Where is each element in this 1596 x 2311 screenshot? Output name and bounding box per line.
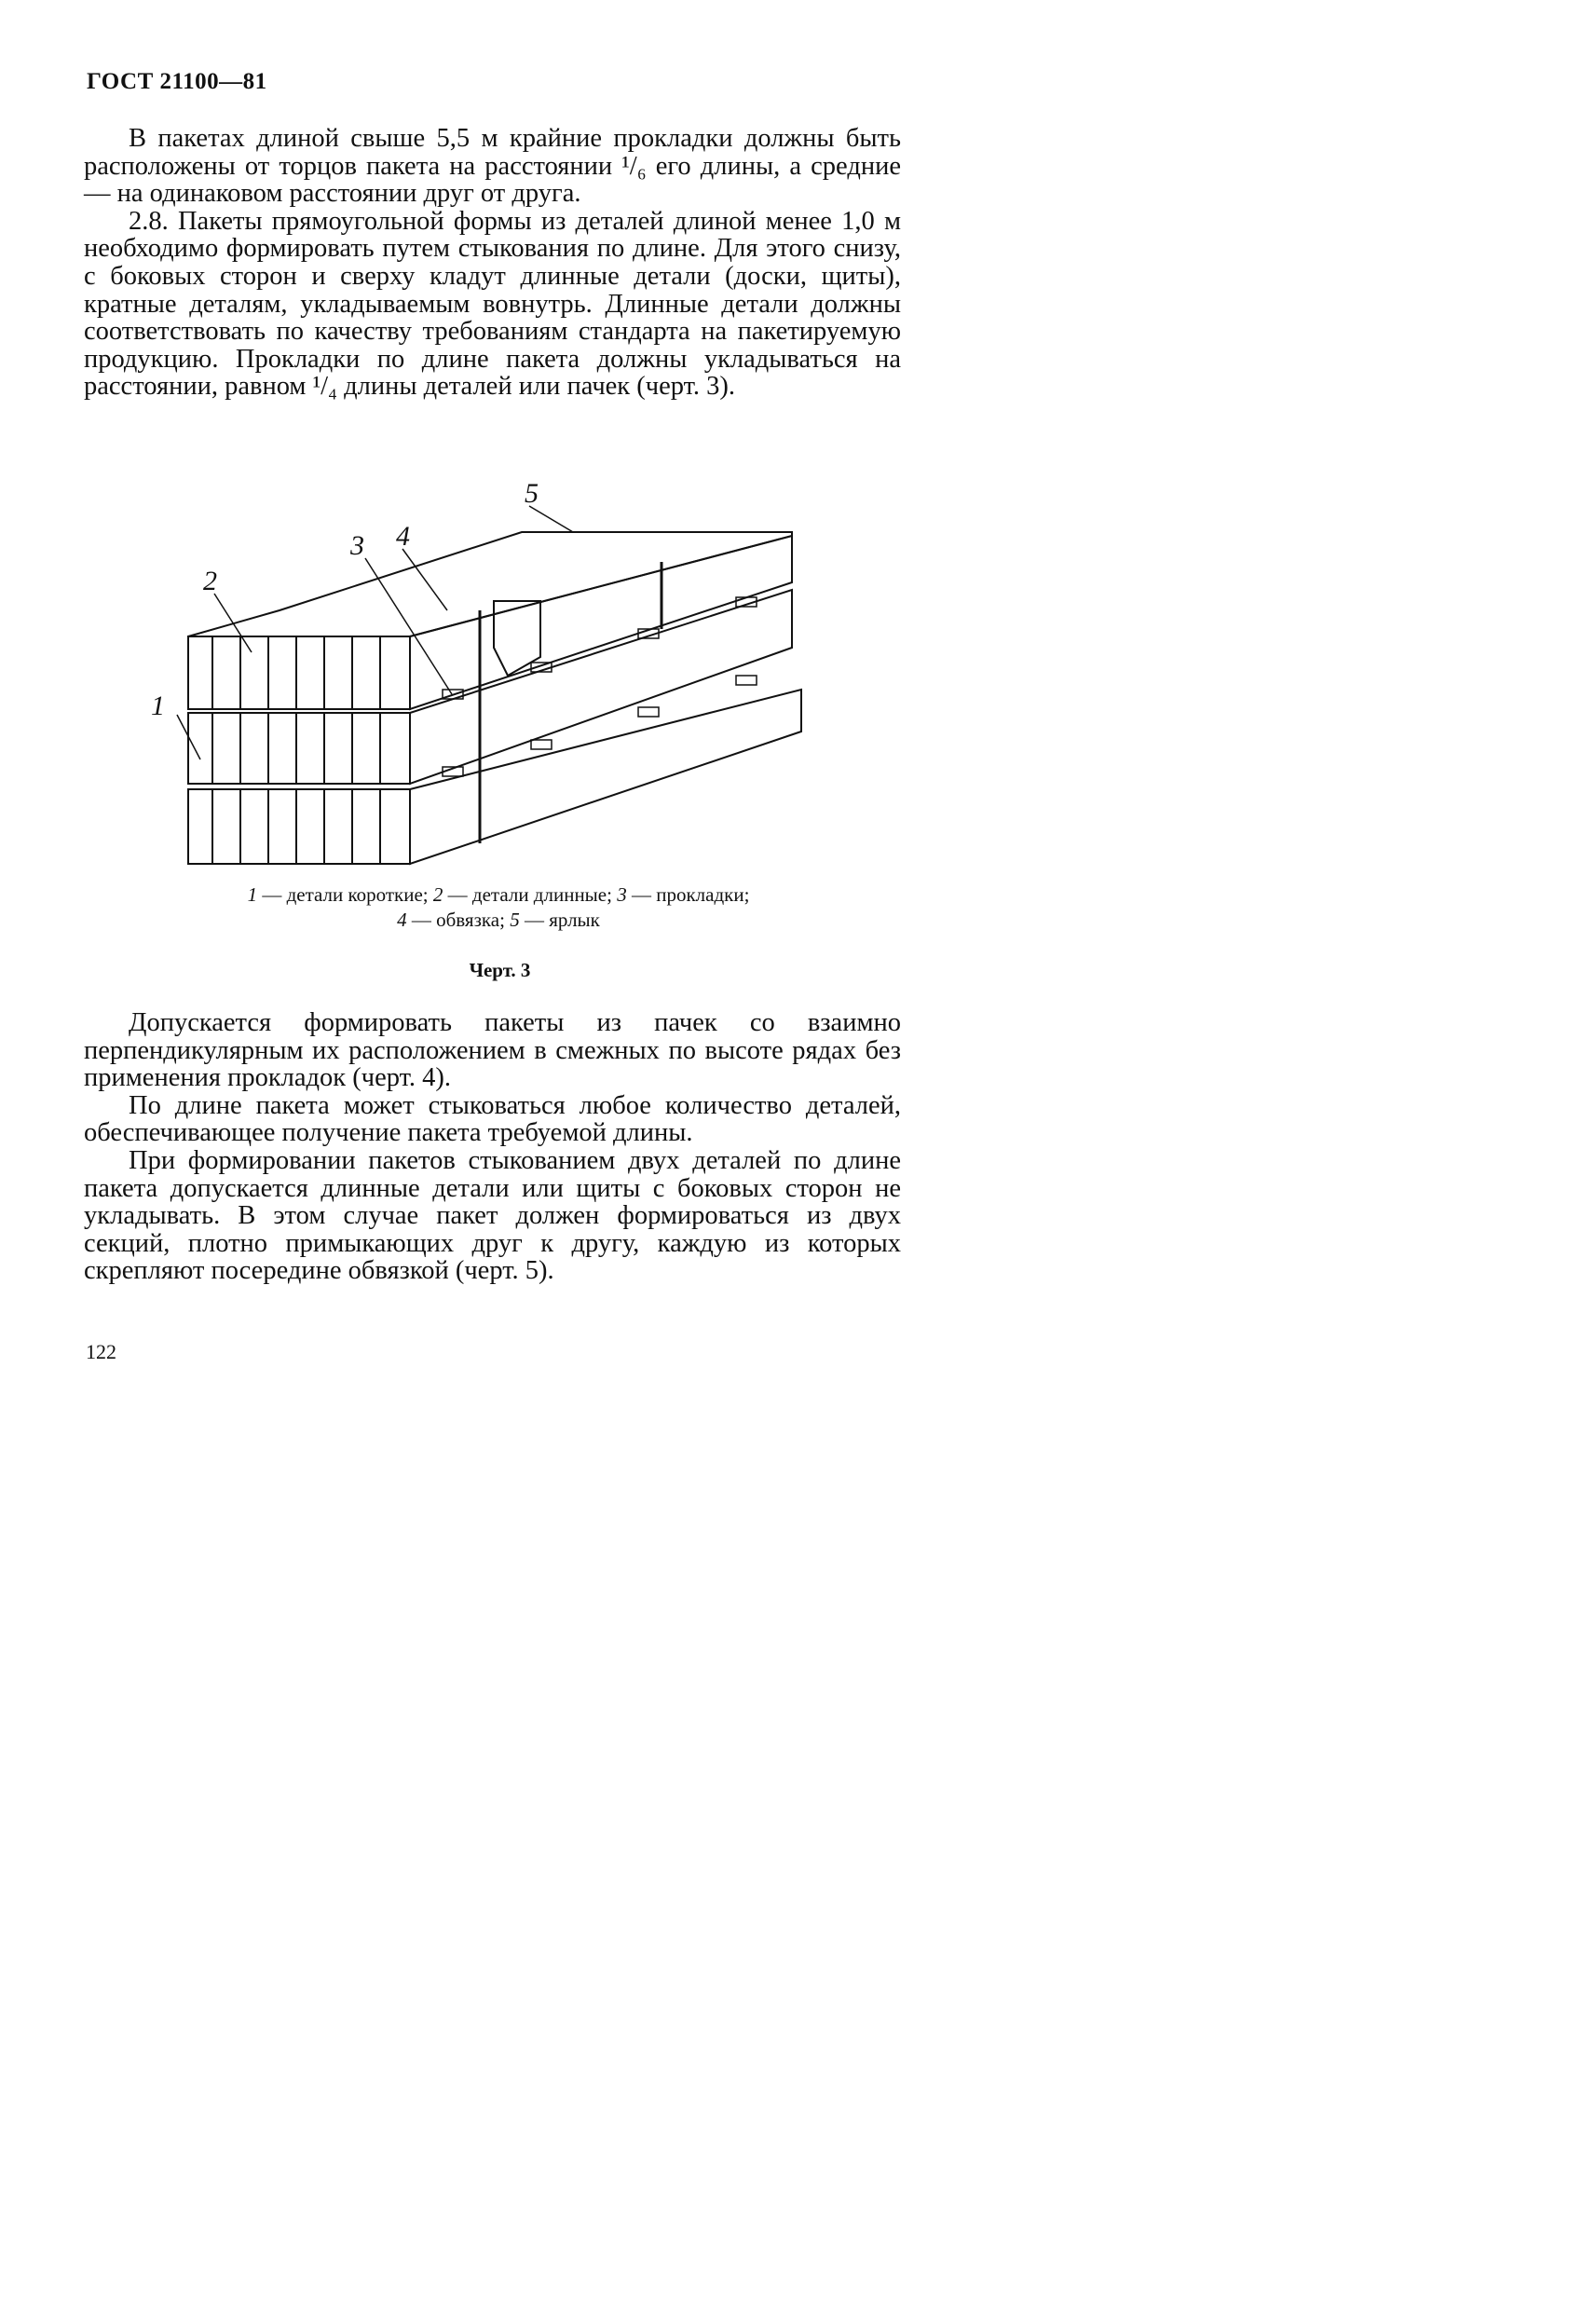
caption-num: 1 [247, 883, 258, 906]
paragraph: При формировании пакетов стыкованием двух деталей по длине пакета допускается длинные детали или щиты с боковых сторон не укладывать. В этом случае пакет должен формироваться из двух секций, плотно примыкающих друг к другу, каждую из которых скрепляют посередине обвязкой (черт. 5). [84, 1145, 901, 1286]
spacer [638, 707, 659, 717]
caption-num: 2 [432, 883, 443, 906]
top-front-block [188, 636, 410, 709]
paragraph: В пакетах длиной свыше 5,5 м крайние прокладки должны быть расположены от торцов пакета на расстоянии ¹/₆ его длины, а средние — на одинаковом расстоянии друг от друга. [84, 124, 901, 209]
bottom-front-block [188, 789, 410, 864]
package-drawing [140, 471, 820, 881]
caption-num: 5 [510, 909, 520, 931]
figure-caption-line-2 [140, 908, 857, 933]
page-number: 122 [86, 1340, 116, 1363]
top-side-face [410, 536, 792, 709]
spacer [736, 676, 757, 685]
callout-2: 2 [203, 566, 217, 596]
spacer [531, 740, 552, 749]
top-surface [188, 532, 792, 636]
figure-caption-line-1 [140, 882, 857, 908]
caption-text: — ярлык [519, 909, 600, 931]
callout-4: 4 [396, 521, 410, 552]
caption-num: 4 [397, 909, 407, 931]
document-page [0, 0, 1000, 1448]
document-header: ГОСТ 21100—81 [87, 69, 267, 94]
caption-text: — детали длинные; [443, 883, 618, 906]
callout-5: 5 [525, 478, 539, 509]
paragraph: По длине пакета может стыковаться любое количество деталей, обеспечивающее получение пакета требуемой длины. [84, 1090, 901, 1148]
callout-1: 1 [151, 691, 165, 721]
figure-title: Черт. 3 [469, 959, 531, 981]
top-text-block [84, 125, 901, 401]
caption-num: 3 [617, 883, 627, 906]
caption-text: — прокладки; [626, 883, 750, 906]
paragraph: 2.8. Пакеты прямоугольной формы из деталей длиной менее 1,0 м необходимо формировать путем стыкования по длине. Для этого снизу, с боковых сторон и сверху кладут длинные детали (доски, щиты), кратные деталям, укладываемым вовнутрь. Длинные детали должны соответствовать по качеству требованиям стандарта на пакетируемую продукцию. Прокладки по длине пакета должны укладываться на расстоянии, равном ¹/₄ длины деталей или пачек (черт. 3). [84, 206, 901, 402]
caption-text: — обвязка; [406, 909, 511, 931]
package-figure [140, 471, 820, 881]
caption-text: — детали короткие; [257, 883, 433, 906]
paragraph: Допускается формировать пакеты из пачек со взаимно перпендикулярным их расположением в смежных по высоте рядах без применения прокладок (черт. 4). [84, 1008, 901, 1093]
middle-front-block [188, 713, 410, 784]
bottom-side-face [410, 690, 801, 864]
callout-3: 3 [350, 530, 364, 561]
bottom-text-block [84, 1009, 901, 1285]
